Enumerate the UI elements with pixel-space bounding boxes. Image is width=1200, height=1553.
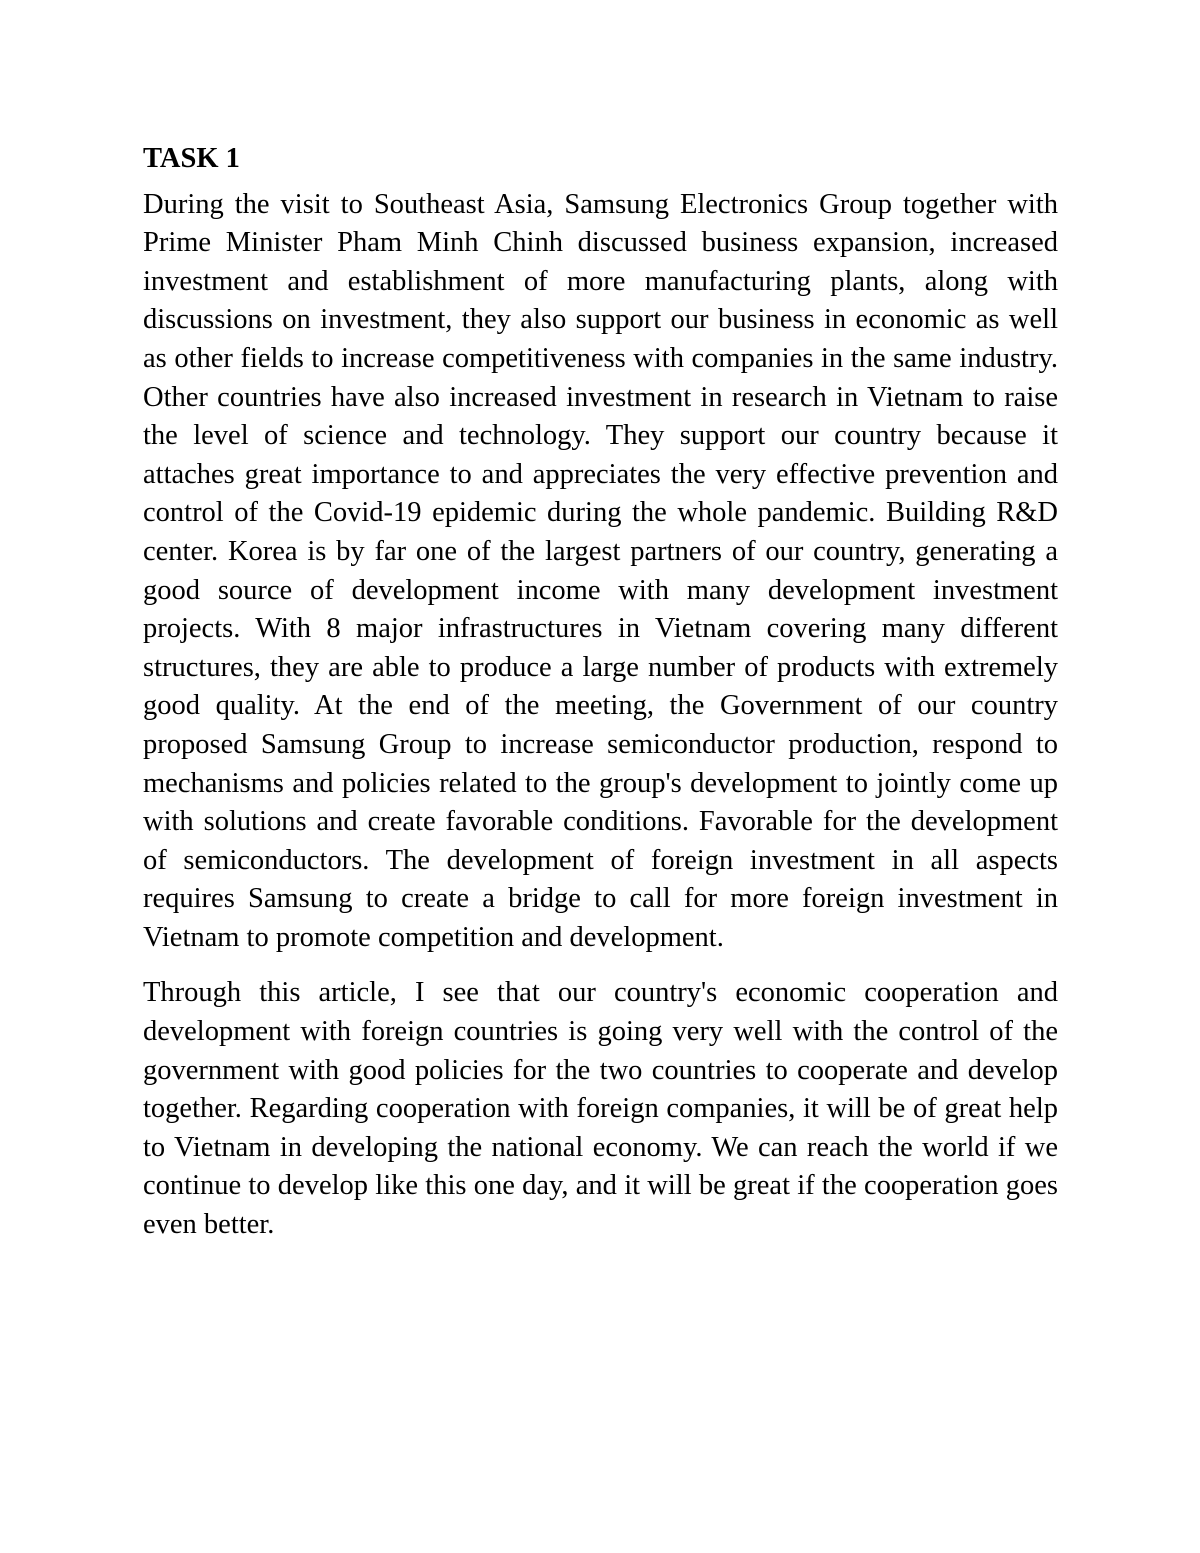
document-body: [143, 140, 1058, 1262]
document-heading: TASK 1: [143, 143, 240, 174]
paragraph-1: During the visit to Southeast Asia, Samsung Electronics Group together with Prime Minister Pham Minh Chinh discussed business expansion, increased investment and establishment of more manufacturing plants, along with discussions on investment, they also support our business in economic as well as other fields to increase competitiveness with companies in the same industry. Other countries have also increased investment in research in Vietnam to raise the level of science and technology. They support our country because it attaches great importance to and appreciates the very effective prevention and control of the Covid-19 epidemic during the whole pandemic. Building R&D center. Korea is by far one of the largest partners of our country, generating a good source of development income with many development investment projects. With 8 major infrastructures in Vietnam covering many different structures, they are able to produce a large number of products with extremely good quality. At the end of the meeting, the Government of our country proposed Samsung Group to increase semiconductor production, respond to mechanisms and policies related to the group's development to jointly come up with solutions and create favorable conditions. Favorable for the development of semiconductors. The development of foreign investment in all aspects requires Samsung to create a bridge to call for more foreign investment in Vietnam to promote competition and development.: [143, 188, 1058, 953]
paragraph-2: Through this article, I see that our country's economic cooperation and development with foreign countries is going very well with the control of the government with good policies for the two countries to cooperate and develop together. Regarding cooperation with foreign companies, it will be of great help to Vietnam in developing the national economy. We can reach the world if we continue to develop like this one day, and it will be great if the cooperation goes even better.: [143, 977, 1058, 1241]
